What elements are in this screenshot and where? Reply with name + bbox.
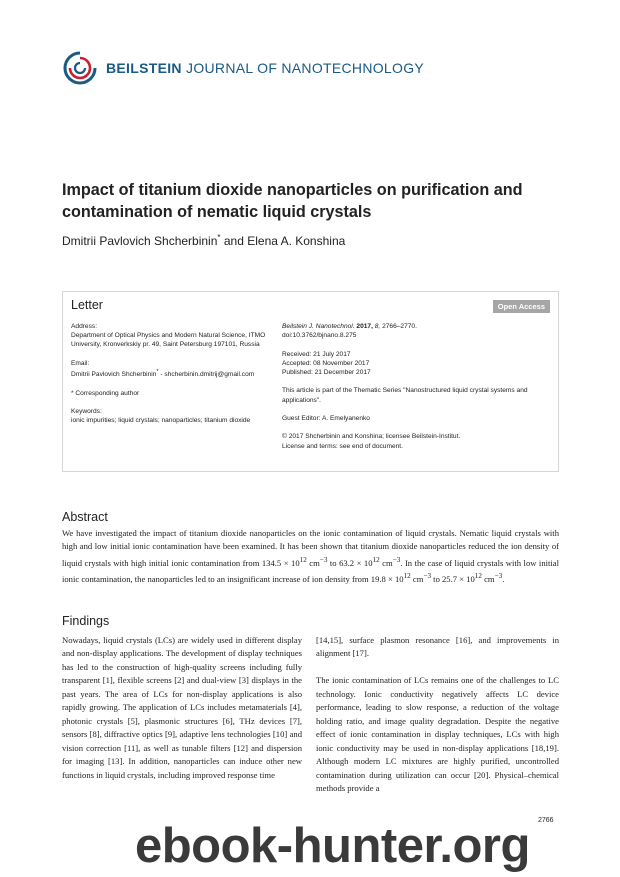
abstract-fragment: to 63.2 × 10 (327, 557, 373, 568)
info-left-column (71, 322, 293, 435)
journal-header (62, 50, 424, 86)
exponent: 12 (403, 572, 411, 581)
abstract-fragment: We have investigated the impact of titanium dioxide nanoparticles on the ionic contamination of liquid crystals. Nematic liquid crystals with high and low initial ionic contamination have been examined. It has been shown that titanium dioxide nanoparticles reduced the ion density of liquid crystals with high initial ionic contamination from 134.5 × 10 (62, 528, 559, 568)
journal-name (106, 60, 424, 76)
exponent: 12 (299, 555, 307, 564)
abstract-heading: Abstract (62, 510, 108, 524)
abstract-text (62, 527, 559, 587)
findings-heading: Findings (62, 614, 110, 628)
email-author: Dmitrii Pavlovich Shcherbinin (71, 371, 157, 379)
received-date: Received: 21 July 2017 (282, 350, 351, 358)
exponent: 12 (474, 572, 482, 581)
address-text: Department of Optical Physics and Modern Natural Science, ITMO University, Kronverkskiy pr. 49, Saint Petersburg 197101, Russia (71, 332, 266, 349)
findings-paragraph: The ionic contamination of LCs remains one of the challenges to LC technology. Ionic conductivity negatively affects LC device performance, leading to slow response, a reduction of the voltage holding ratio, and image quality degradation. Despite the negative effect of ionic contamination in display techniques, LCs with high ionic conductivity may be used in non-display applications [18,19]. Although modern LC mixtures are highly purified, uncontrolled contamination during utilization can occur [20]. Physical–chemical methods provide a (316, 675, 559, 793)
exponent: −3 (494, 572, 503, 581)
open-access-badge: Open Access (493, 300, 550, 313)
copyright-text: © 2017 Shcherbinin and Konshina; licensee Beilstein-Institut. (282, 433, 461, 441)
abstract-fragment: cm (306, 557, 320, 568)
citation-block (282, 322, 554, 340)
journal-name-bold: BEILSTEIN (106, 60, 182, 76)
article-type: Letter (71, 298, 103, 312)
citation-journal: Beilstein J. Nanotechnol. (282, 323, 355, 330)
corresponding-mark: * (156, 369, 159, 375)
accepted-date: Accepted: 08 November 2017 (282, 359, 370, 367)
email-block (71, 359, 293, 380)
article-title: Impact of titanium dioxide nanoparticles on purification and contamination of nematic liquid crystals (62, 181, 523, 221)
author-separator: and (220, 234, 248, 248)
dates-block (282, 350, 554, 378)
findings-paragraph: [14,15], surface plasmon resonance [16], and improvements in alignment [17]. (316, 635, 559, 659)
email-label: Email: (71, 359, 90, 367)
exponent: 12 (372, 555, 380, 564)
keywords-block (71, 407, 293, 425)
keywords-text: ionic impurities; liquid crystals; nanoparticles; titanium dioxide (71, 417, 251, 425)
keywords-label: Keywords: (71, 407, 102, 415)
email-address-link[interactable]: - shcherbinin.dmitrij@gmail.com (158, 371, 255, 379)
address-block (71, 322, 293, 350)
journal-name-rest: JOURNAL OF NANOTECHNOLOGY (181, 60, 425, 76)
page-number: 2766 (538, 817, 554, 824)
abstract-fragment: cm (481, 574, 495, 585)
license-link[interactable]: License and terms: see end of document. (282, 442, 403, 450)
published-date: Published: 21 December 2017 (282, 369, 371, 376)
beilstein-swirl-logo (62, 50, 98, 86)
abstract-fragment: cm (379, 557, 393, 568)
exponent: −3 (423, 572, 432, 581)
address-label: Address: (71, 323, 98, 330)
citation-pages: 2766–2770. (380, 323, 417, 330)
citation-volume: 8, (372, 323, 381, 330)
thematic-series-note: This article is part of the Thematic Series "Nanostructured liquid crystal systems and applications". (282, 387, 528, 404)
exponent: −3 (392, 555, 401, 564)
citation-year: 2017, (354, 323, 373, 330)
abstract-fragment: . (502, 574, 505, 585)
info-right-column (282, 322, 554, 460)
abstract-fragment: . In the case of liquid crystals with low initial ionic contamination, the nanoparticles led to an insignificant increase of ion density from 19.8 × 10 (62, 557, 559, 585)
exponent: −3 (319, 555, 328, 564)
corresponding-mark: * (217, 233, 221, 242)
abstract-fragment: to 25.7 × 10 (431, 574, 475, 585)
corresponding-note: * Corresponding author (71, 389, 140, 397)
findings-left-column: Nowadays, liquid crystals (LCs) are widely used in different display and non-display applications. The development of display techniques has led to the construction of high-quality screens including fully transparent [1], flexible screens [2] and dual-view [3] displays in the past years. The area of LCs for non-display applications is also rapidly growing. The application of LCs includes metamaterials [4], photonic crystals [5], plasmonic structures [6], THz devices [7], sensors [8], diffractive optics [9], adaptive lens technologies [10] and vision correction [11], as well as tunable filters [12] and dispersion for imaging [13]. In addition, nanoparticles can induce other new functions in liquid crystals, including improved response time (62, 635, 302, 780)
findings-right-column (316, 634, 559, 809)
watermark: ebook-hunter.org (135, 819, 530, 873)
author-link[interactable]: Dmitrii Pavlovich Shcherbinin (62, 234, 218, 248)
copyright-block (282, 432, 554, 450)
guest-editor: Guest Editor: A. Emelyanenko (282, 414, 370, 422)
author-list (62, 233, 345, 248)
author-link[interactable]: Elena A. Konshina (247, 234, 346, 248)
abstract-fragment: cm (410, 574, 424, 585)
article-info-box (62, 291, 559, 472)
doi-link[interactable]: doi:10.3762/bjnano.8.275 (282, 332, 357, 340)
